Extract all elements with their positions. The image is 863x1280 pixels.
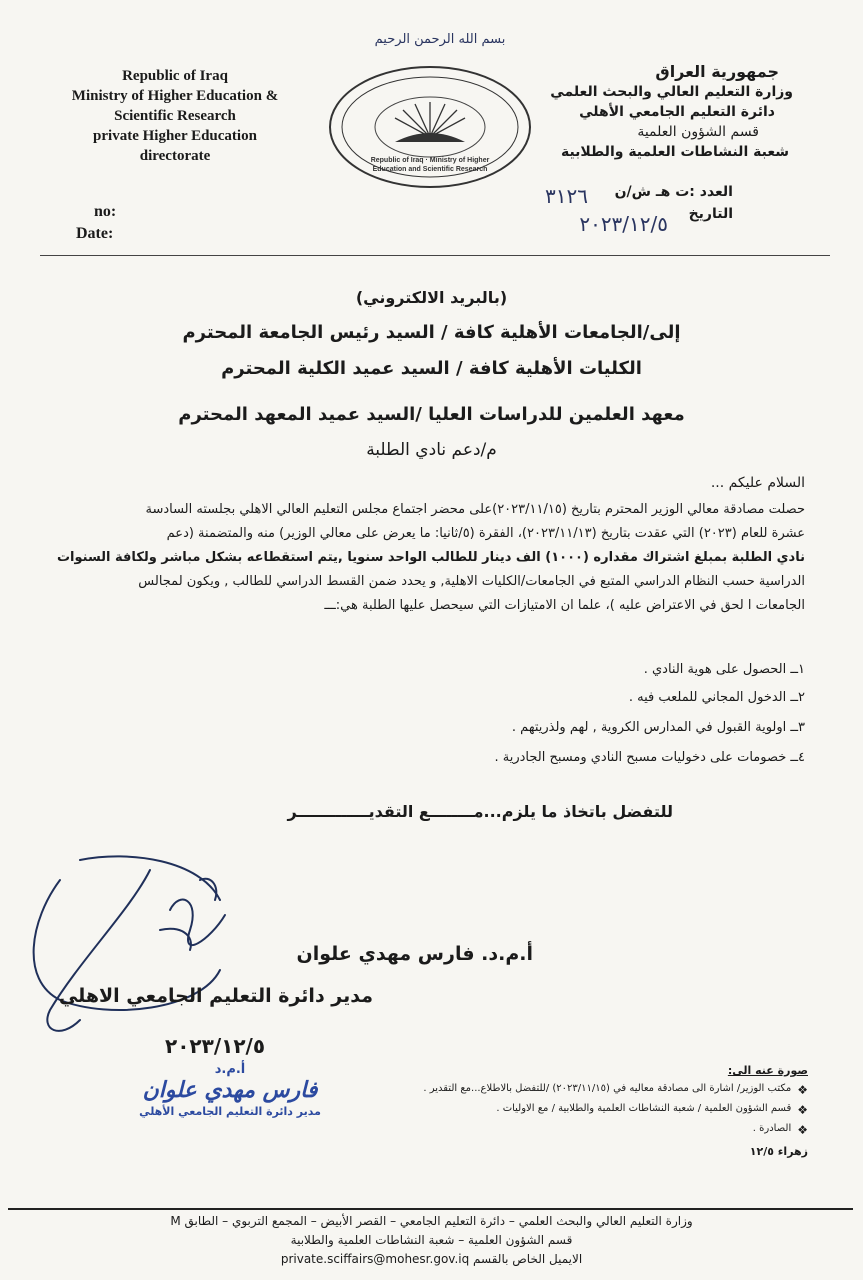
recipient-universities: إلى/الجامعات الأهلية كافة / السيد رئيس الجامعة المحترم (182, 322, 681, 343)
number-value: ٣١٢٦ (545, 184, 588, 208)
number-label: العدد :ت هـ ش/ن (614, 184, 733, 200)
list-item: ٢ــ الدخول المجاني للملعب فيه . (628, 690, 805, 705)
body-line: حصلت مصادقة معالي الوزير المحترم بتاريخ (٢٠٢٣/١١/١٥)على محضر اجتماع مجلس التعليم العالي الاهلي بجلسته السادسة (145, 502, 805, 517)
copy-item-text: قسم الشؤون العلمية / شعبة النشاطات العلمية والطلابية / مع الاوليات . (496, 1103, 792, 1114)
list-item: ١ــ الحصول على هوية النادي . (643, 662, 805, 677)
body-line: نادي الطلبة بمبلغ اشتراك مقداره (١٠٠٠) الف دينار للطالب الواحد سنويا ,يتم استقطاعه بشكل مباشر ولكافة السنوات (56, 550, 805, 565)
subject: م/دعم نادي الطلبة (366, 440, 497, 460)
benefits-list (305, 662, 805, 765)
typist-initials: زهراء ١٢/٥ (749, 1145, 808, 1158)
recipient-colleges: الكليات الأهلية كافة / السيد عميد الكلية المحترم (221, 358, 642, 379)
copy-item-text: مكتب الوزير/ اشارة الى مصادقة معاليه في (٢٠٢٣/١١/١٥) /للتفضل بالاطلاع...مع التقدير . (423, 1083, 792, 1094)
diamond-bullet-icon: ❖ (797, 1123, 808, 1137)
english-line: Republic of Iraq (122, 68, 228, 84)
list-item: ٤ــ خصومات على دخوليات مسبح النادي ومسبح الجادرية . (494, 750, 805, 765)
copy-item-text: الصادرة . (752, 1123, 792, 1134)
delivery-note: (بالبريد الالكتروني) (355, 288, 508, 307)
recipient-institute: معهد العلمين للدراسات العليا /السيد عميد المعهد المحترم (178, 404, 685, 425)
copy-item (408, 1103, 808, 1117)
diamond-bullet-icon: ❖ (797, 1083, 808, 1097)
seal-caption: Republic of Iraq · Ministry of Higher Education and Scientific Research (370, 157, 490, 173)
footer-divider (8, 1208, 853, 1210)
copy-item (408, 1123, 808, 1137)
english-line: directorate (139, 148, 211, 164)
letter-body (53, 500, 805, 616)
date-label-arabic: التاريخ (688, 206, 733, 222)
footer (0, 1212, 863, 1269)
arabic-line: شعبة النشاطات العلمية والطلابية (560, 144, 789, 160)
arabic-line: جمهورية العراق (655, 62, 779, 81)
signature-date: ٢٠٢٣/١٢/٥ (165, 1034, 266, 1058)
header-divider (40, 255, 830, 256)
copy-item (408, 1083, 808, 1097)
no-label: no: (94, 203, 117, 220)
english-letterhead (40, 66, 310, 166)
handwritten-signature (20, 820, 320, 1050)
copies-label: صورة عنه الى: (727, 1064, 808, 1077)
date-value: ٢٠٢٣/١٢/٥ (579, 212, 668, 236)
closing: للتفضل باتخاذ ما يلزم...مــــــــع التقديـــــــــــــر (287, 802, 673, 821)
english-line: Ministry of Higher Education & (71, 88, 279, 104)
signatory-name: أ.م.د. فارس مهدي علوان (296, 943, 533, 965)
greeting: السلام عليكم ... (710, 475, 805, 491)
footer-email: الايميل الخاص بالقسم private.sciffairs@mohesr.gov.iq (280, 1252, 583, 1266)
footer-address: وزارة التعليم العالي والبحث العلمي – دائرة التعليم الجامعي – القصر الأبيض – المجمع التربوي – الطابق M (170, 1214, 693, 1228)
arabic-line: قسم الشؤون العلمية (637, 124, 759, 140)
diamond-bullet-icon: ❖ (797, 1103, 808, 1117)
arabic-letterhead (493, 62, 793, 162)
list-item: ٣ــ اولوية القبول في المدارس الكروية , لهم ولذريتهم . (511, 720, 805, 735)
copies-block (408, 1064, 808, 1158)
english-line: Scientific Research (114, 108, 236, 124)
body-line: عشرة للعام (٢٠٢٣) التي عقدت بتاريخ (٢٠٢٣/١١/١٣)، الفقرة (٥/ثانيا: ما يعرض على معالي الوزير) منه والمتضمنة (دعم (166, 526, 805, 541)
english-line: private Higher Education (93, 128, 257, 144)
body-line: الجامعات ا لحق في الاعتراض عليه )، علما ان الامتيازات التي سيحصل عليها الطلبة هي:ـــ (324, 598, 805, 613)
date-label: Date: (76, 225, 114, 242)
arabic-line: دائرة التعليم الجامعي الأهلي (579, 104, 775, 120)
basmala: بسم الله الرحمن الرحيم (374, 32, 506, 47)
body-line: الدراسية حسب النظام الدراسي المتبع في الجامعات/الكليات الاهلية, و يحدد ضمن القسط الدراسي للطالب , ويكون لمجالس (138, 574, 805, 589)
arabic-line: وزارة التعليم العالي والبحث العلمي (550, 84, 793, 100)
stamp-name: فارس مهدي علوان (142, 1078, 318, 1103)
footer-section: قسم الشؤون العلمية – شعبة النشاطات العلمية والطلابية (290, 1233, 573, 1247)
official-stamp (115, 1062, 345, 1118)
stamp-rank: أ.م.د (214, 1062, 246, 1077)
signatory-title: مدير دائرة التعليم الجامعي الاهلي (58, 985, 373, 1007)
stamp-title: مدير دائرة التعليم الجامعي الأهلي (139, 1105, 321, 1118)
